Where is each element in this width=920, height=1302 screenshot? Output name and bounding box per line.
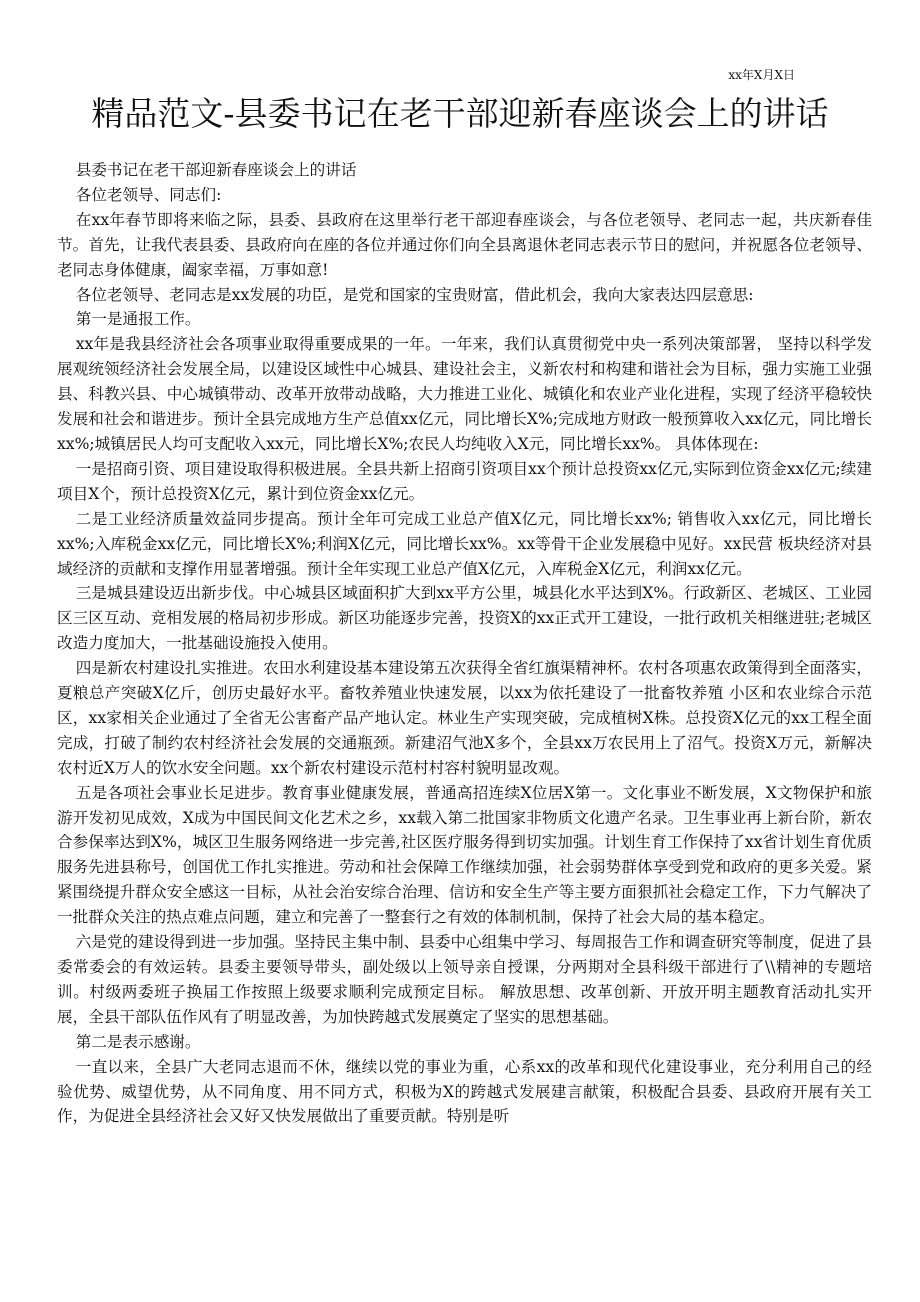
document-body [57, 158, 872, 1129]
paragraph: 各位老领导、老同志是xx发展的功臣，是党和国家的宝贵财富，借此机会，我向大家表达四层意思: [75, 285, 754, 304]
section-heading: 第二是表示感谢。 [75, 1032, 201, 1051]
section-heading: 第一是通报工作。 [75, 310, 201, 329]
document-date: xx年X月X日 [728, 68, 795, 82]
paragraph-salutation: 各位老领导、同志们: [75, 185, 222, 204]
paragraph: 二是工业经济质量效益同步提高。预计全年可完成工业总产值X亿元，同比增长xx%; 销售收入xx亿元，同比增长xx%;入库税金xx亿元，同比增长X%;利润X亿元，同比增长xx%。xx等骨干企业发展稳中见好。xx民营 板块经济对县域经济的贡献和支撑作用显著增强。预计全年实现工业总产值X亿元，入库税金X亿元，利润xx亿元。 [57, 509, 872, 578]
paragraph: 在xx年春节即将来临之际，县委、县政府在这里举行老干部迎春座谈会，与各位老领导、老同志一起，共庆新春佳节。首先，让我代表县委、县政府向在座的各位并通过你们向全县离退休老同志表示节日的慰问，并祝愿各位老领导、老同志身体健康，阖家幸福，万事如意! [57, 210, 872, 279]
paragraph: xx年是我县经济社会各项事业取得重要成果的一年。一年来，我们认真贯彻党中央一系列决策部署， 坚持以科学发展观统领经济社会发展全局，以建设区域性中心城县、建设社会主，义新农村和构建和谐社会为目标，强力实施工业强县、科教兴县、中心城镇带动、改革开放带动战略，大力推进工业化、城镇化和农业产业化进程，实现了经济平稳较快发展和社会和谐进步。预计全县完成地方生产总值xx亿元，同比增长X%;完成地方财政一般预算收入xx亿元，同比增长xx%;城镇居民人均可支配收入xx元，同比增长X%;农民人均纯收入X元，同比增长xx%。 具体体现在: [57, 335, 872, 453]
paragraph: 一是招商引资、项目建设取得积极进展。全县共新上招商引资项目xx个预计总投资xx亿元,实际到位资金xx亿元;续建项目X个，预计总投资X亿元，累计到位资金xx亿元。 [57, 459, 872, 503]
paragraph: 六是党的建设得到进一步加强。坚持民主集中制、县委中心组集中学习、每周报告工作和调查研究等制度，促进了县委常委会的有效运转。县委主要领导带头，副处级以上领导亲自授课，分两期对全县科级干部进行了\\精神的专题培训。村级两委班子换届工作按照上级要求顺利完成预定目标。 解放思想、改革创新、开放开明主题教育活动扎实开展，全县干部队伍作风有了明显改善，为加快跨越式发展奠定了坚实的思想基础。 [57, 933, 872, 1026]
paragraph: 三是城县建设迈出新步伐。中心城县区域面积扩大到xx平方公里，城县化水平达到X%。行政新区、老城区、工业园区三区互动、竞相发展的格局初步形成。新区功能逐步完善，投资X的xx正式开工建设，一批行政机关相继进驻;老城区改造力度加大，一批基础设施投入使用。 [57, 584, 872, 653]
document-title: 精品范文-县委书记在老干部迎新春座谈会上的讲话 [91, 94, 829, 133]
paragraph-subtitle: 县委书记在老干部迎新春座谈会上的讲话 [75, 161, 357, 179]
paragraph: 四是新农村建设扎实推进。农田水利建设基本建设第五次获得全省红旗渠精神杯。农村各项惠农政策得到全面落实，夏粮总产突破X亿斤，创历史最好水平。畜牧养殖业快速发展，以xx为依托建设了一批畜牧养殖 小区和农业综合示范区，xx家相关企业通过了全省无公害畜产品产地认定。林业生产实现突破，完成植树X株。总投资X亿元的xx工程全面完成，打破了制约农村经济社会发展的交通瓶颈。新建沼气池X多个，全县xx万农民用上了沼气。投资X万元，新解决农村近X万人的饮水安全问题。xx个新农村建设示范村村容村貌明显改观。 [57, 659, 872, 777]
paragraph: 五是各项社会事业长足进步。教育事业健康发展，普通高招连续X位居X第一。文化事业不断发展，X文物保护和旅游开发初见成效，X成为中国民间文化艺术之乡，xx载入第二批国家非物质文化遗产名录。卫生事业再上新台阶，新农合参保率达到X%，城区卫生服务网络进一步完善,社区医疗服务得到切实加强。计划生育工作保持了xx省计划生育优质服务先进县称号，创国优工作扎实推进。劳动和社会保障工作继续加强，社会弱势群体享受到党和政府的更多关爱。紧紧围绕提升群众安全感这一目标，从社会治安综合治理、信访和安全生产等主要方面狠抓社会稳定工作，下力气解决了一批群众关注的热点难点问题，建立和完善了一整套行之有效的体制机制，保持了社会大局的基本稳定。 [57, 783, 872, 927]
paragraph: 一直以来，全县广大老同志退而不休，继续以党的事业为重，心系xx的改革和现代化建设事业，充分利用自己的经验优势、威望优势，从不同角度、用不同方式，积极为X的跨越式发展建言献策，积极配合县委、县政府开展有关工作，为促进全县经济社会又好又快发展做出了重要贡献。特别是听 [57, 1057, 872, 1126]
